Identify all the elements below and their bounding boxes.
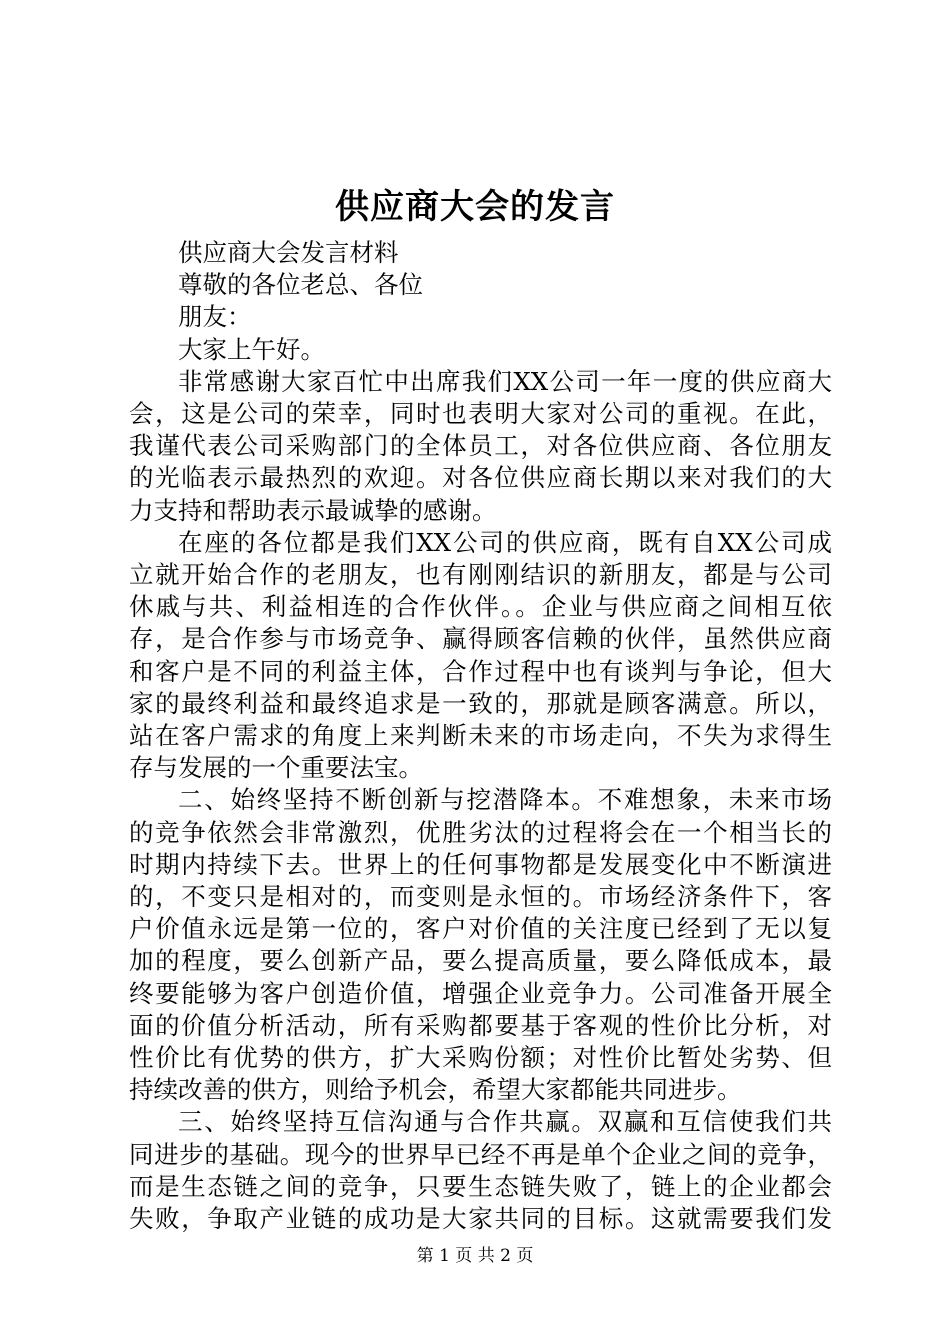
body-line: 的竞争依然会非常激烈，优胜劣汰的过程将会在一个相当长的 (129, 817, 832, 847)
body-line: 和客户是不同的利益主体，合作过程中也有谈判与争论，但大 (129, 656, 832, 686)
body-line: 力支持和帮助表示最诚挚的感谢。 (129, 495, 497, 525)
body-line: 我谨代表公司采购部门的全体员工，对各位供应商、各位朋友 (129, 431, 832, 461)
body-line: 休戚与共、利益相连的合作伙伴。。企业与供应商之间相互依 (129, 592, 832, 622)
body-line: 供应商大会发言材料 (178, 238, 399, 267)
body-line: 存，是合作参与市场竞争、赢得顾客信赖的伙伴，虽然供应商 (129, 624, 832, 654)
body-line: 非常感谢大家百忙中出席我们XX公司一年一度的供应商大 (178, 366, 832, 396)
body-line: 会，这是公司的荣幸，同时也表明大家对公司的重视。在此， (129, 399, 832, 429)
document-body (129, 237, 832, 1235)
body-line: 站在客户需求的角度上来判断未来的市场走向，不失为求得生 (129, 721, 832, 751)
body-line: 失败，争取产业链的成功是大家共同的目标。这就需要我们发 (129, 1204, 832, 1234)
body-line: 的光临表示最热烈的欢迎。对各位供应商长期以来对我们的大 (129, 463, 832, 493)
body-line: 朋友： (178, 302, 252, 332)
page-footer: 第 1 页 共 2 页 (416, 1246, 534, 1266)
body-line: 的，不变只是相对的，而变则是永恒的。市场经济条件下，客 (129, 882, 832, 912)
body-line: 大家上午好。 (178, 334, 325, 364)
body-line: 而是生态链之间的竞争，只要生态链失败了，链上的企业都会 (129, 1171, 832, 1201)
document-title: 供应商大会的发言 (335, 187, 615, 227)
body-line: 户价值永远是第一位的，客户对价值的关注度已经到了无以复 (129, 914, 832, 944)
body-line: 持续改善的供方，则给予机会，希望大家都能共同进步。 (129, 1075, 742, 1105)
body-line: 同进步的基础。现今的世界早已经不再是单个企业之间的竞争， (129, 1139, 832, 1169)
body-line: 时期内持续下去。世界上的任何事物都是发展变化中不断演进 (129, 849, 832, 879)
body-line: 立就开始合作的老朋友，也有刚刚结识的新朋友，都是与公司 (129, 560, 832, 590)
body-line: 存与发展的一个重要法宝。 (129, 753, 423, 783)
body-line: 二、始终坚持不断创新与挖潜降本。不难想象，未来市场 (178, 785, 832, 815)
body-line: 三、始终坚持互信沟通与合作共赢。双赢和互信使我们共 (178, 1107, 832, 1137)
body-line: 家的最终利益和最终追求是一致的，那就是顾客满意。所以， (129, 688, 832, 718)
body-line: 加的程度，要么创新产品，要么提高质量，要么降低成本，最 (129, 946, 832, 976)
body-line: 性价比有优势的供方，扩大采购份额；对性价比暂处劣势、但 (129, 1043, 832, 1073)
body-line: 尊敬的各位老总、各位 (178, 270, 423, 300)
body-line: 面的价值分析活动，所有采购都要基于客观的性价比分析，对 (129, 1010, 832, 1040)
body-line: 终要能够为客户创造价值，增强企业竞争力。公司准备开展全 (129, 978, 832, 1008)
body-line: 在座的各位都是我们XX公司的供应商，既有自XX公司成 (178, 527, 832, 557)
